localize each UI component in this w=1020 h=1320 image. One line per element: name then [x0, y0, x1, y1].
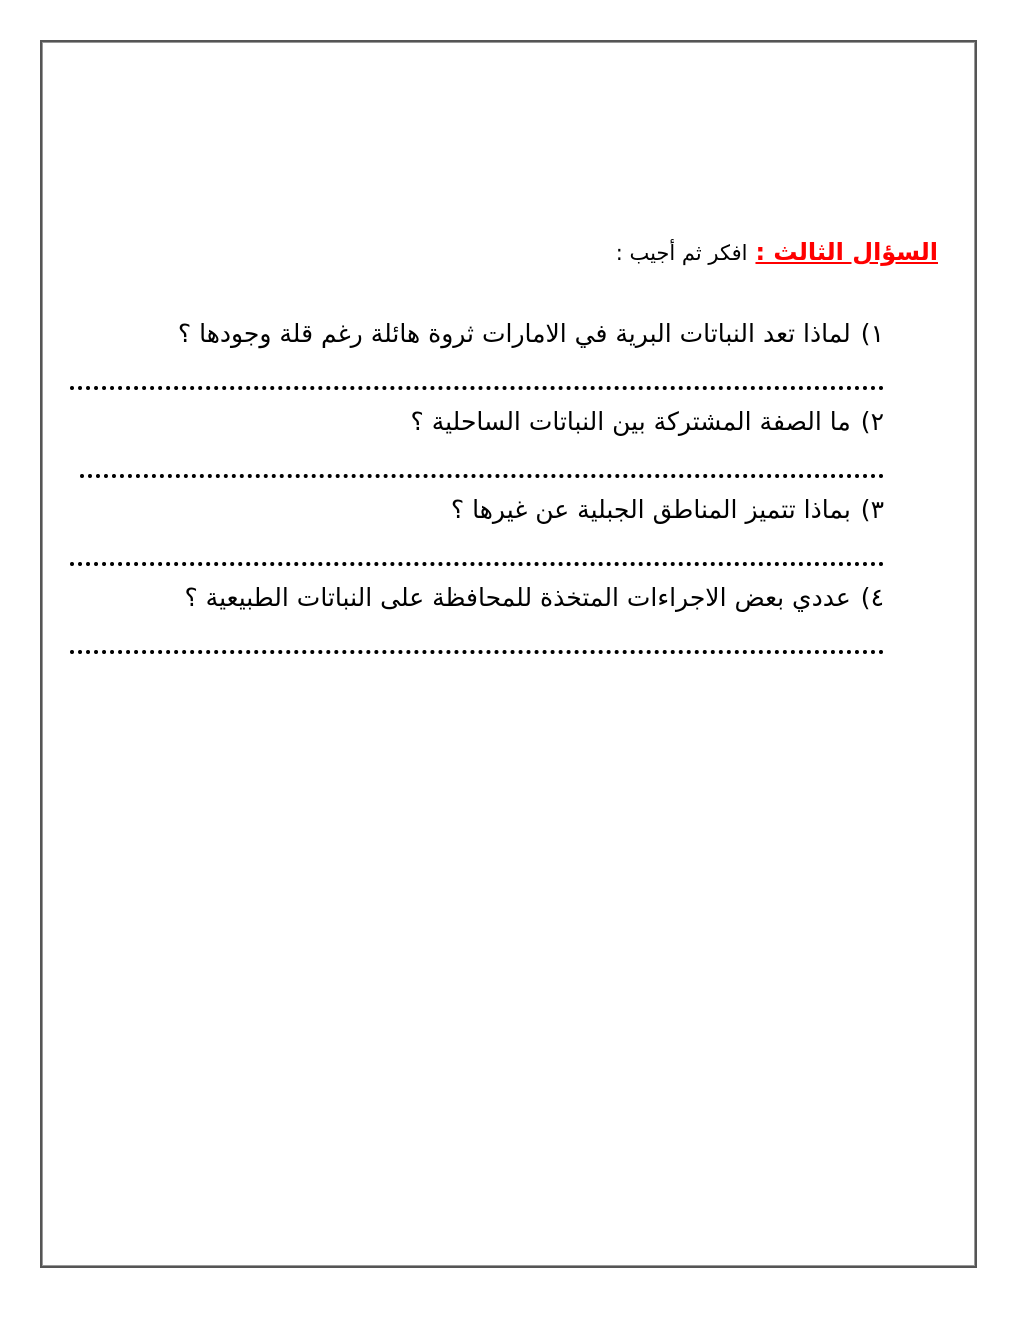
question-1 — [70, 316, 938, 352]
question-text: بماذا تتميز المناطق الجبلية عن غيرها ؟ — [450, 495, 851, 524]
question-number: ١) — [860, 319, 884, 348]
worksheet-content — [70, 238, 938, 668]
answer-line-1[interactable] — [70, 352, 884, 390]
question-text: عددي بعض الاجراءات المتخذة للمحافظة على النباتات الطبيعية ؟ — [184, 583, 851, 612]
question-2 — [70, 404, 938, 440]
answer-line-2[interactable] — [80, 440, 884, 478]
question-number: ٣) — [860, 495, 884, 524]
answer-line-4[interactable] — [70, 616, 884, 654]
question-number: ٤) — [860, 583, 884, 612]
section-title: السؤال الثالث : — [755, 238, 938, 266]
section-instruction: افكر ثم أجيب : — [615, 241, 748, 265]
section-header — [70, 238, 938, 288]
question-number: ٢) — [860, 407, 884, 436]
question-text: لماذا تعد النباتات البرية في الامارات ثروة هائلة رغم قلة وجودها ؟ — [177, 319, 851, 348]
answer-line-3[interactable] — [70, 528, 884, 566]
question-3 — [70, 492, 938, 528]
question-4 — [70, 580, 938, 616]
question-text: ما الصفة المشتركة بين النباتات الساحلية ؟ — [410, 407, 851, 436]
